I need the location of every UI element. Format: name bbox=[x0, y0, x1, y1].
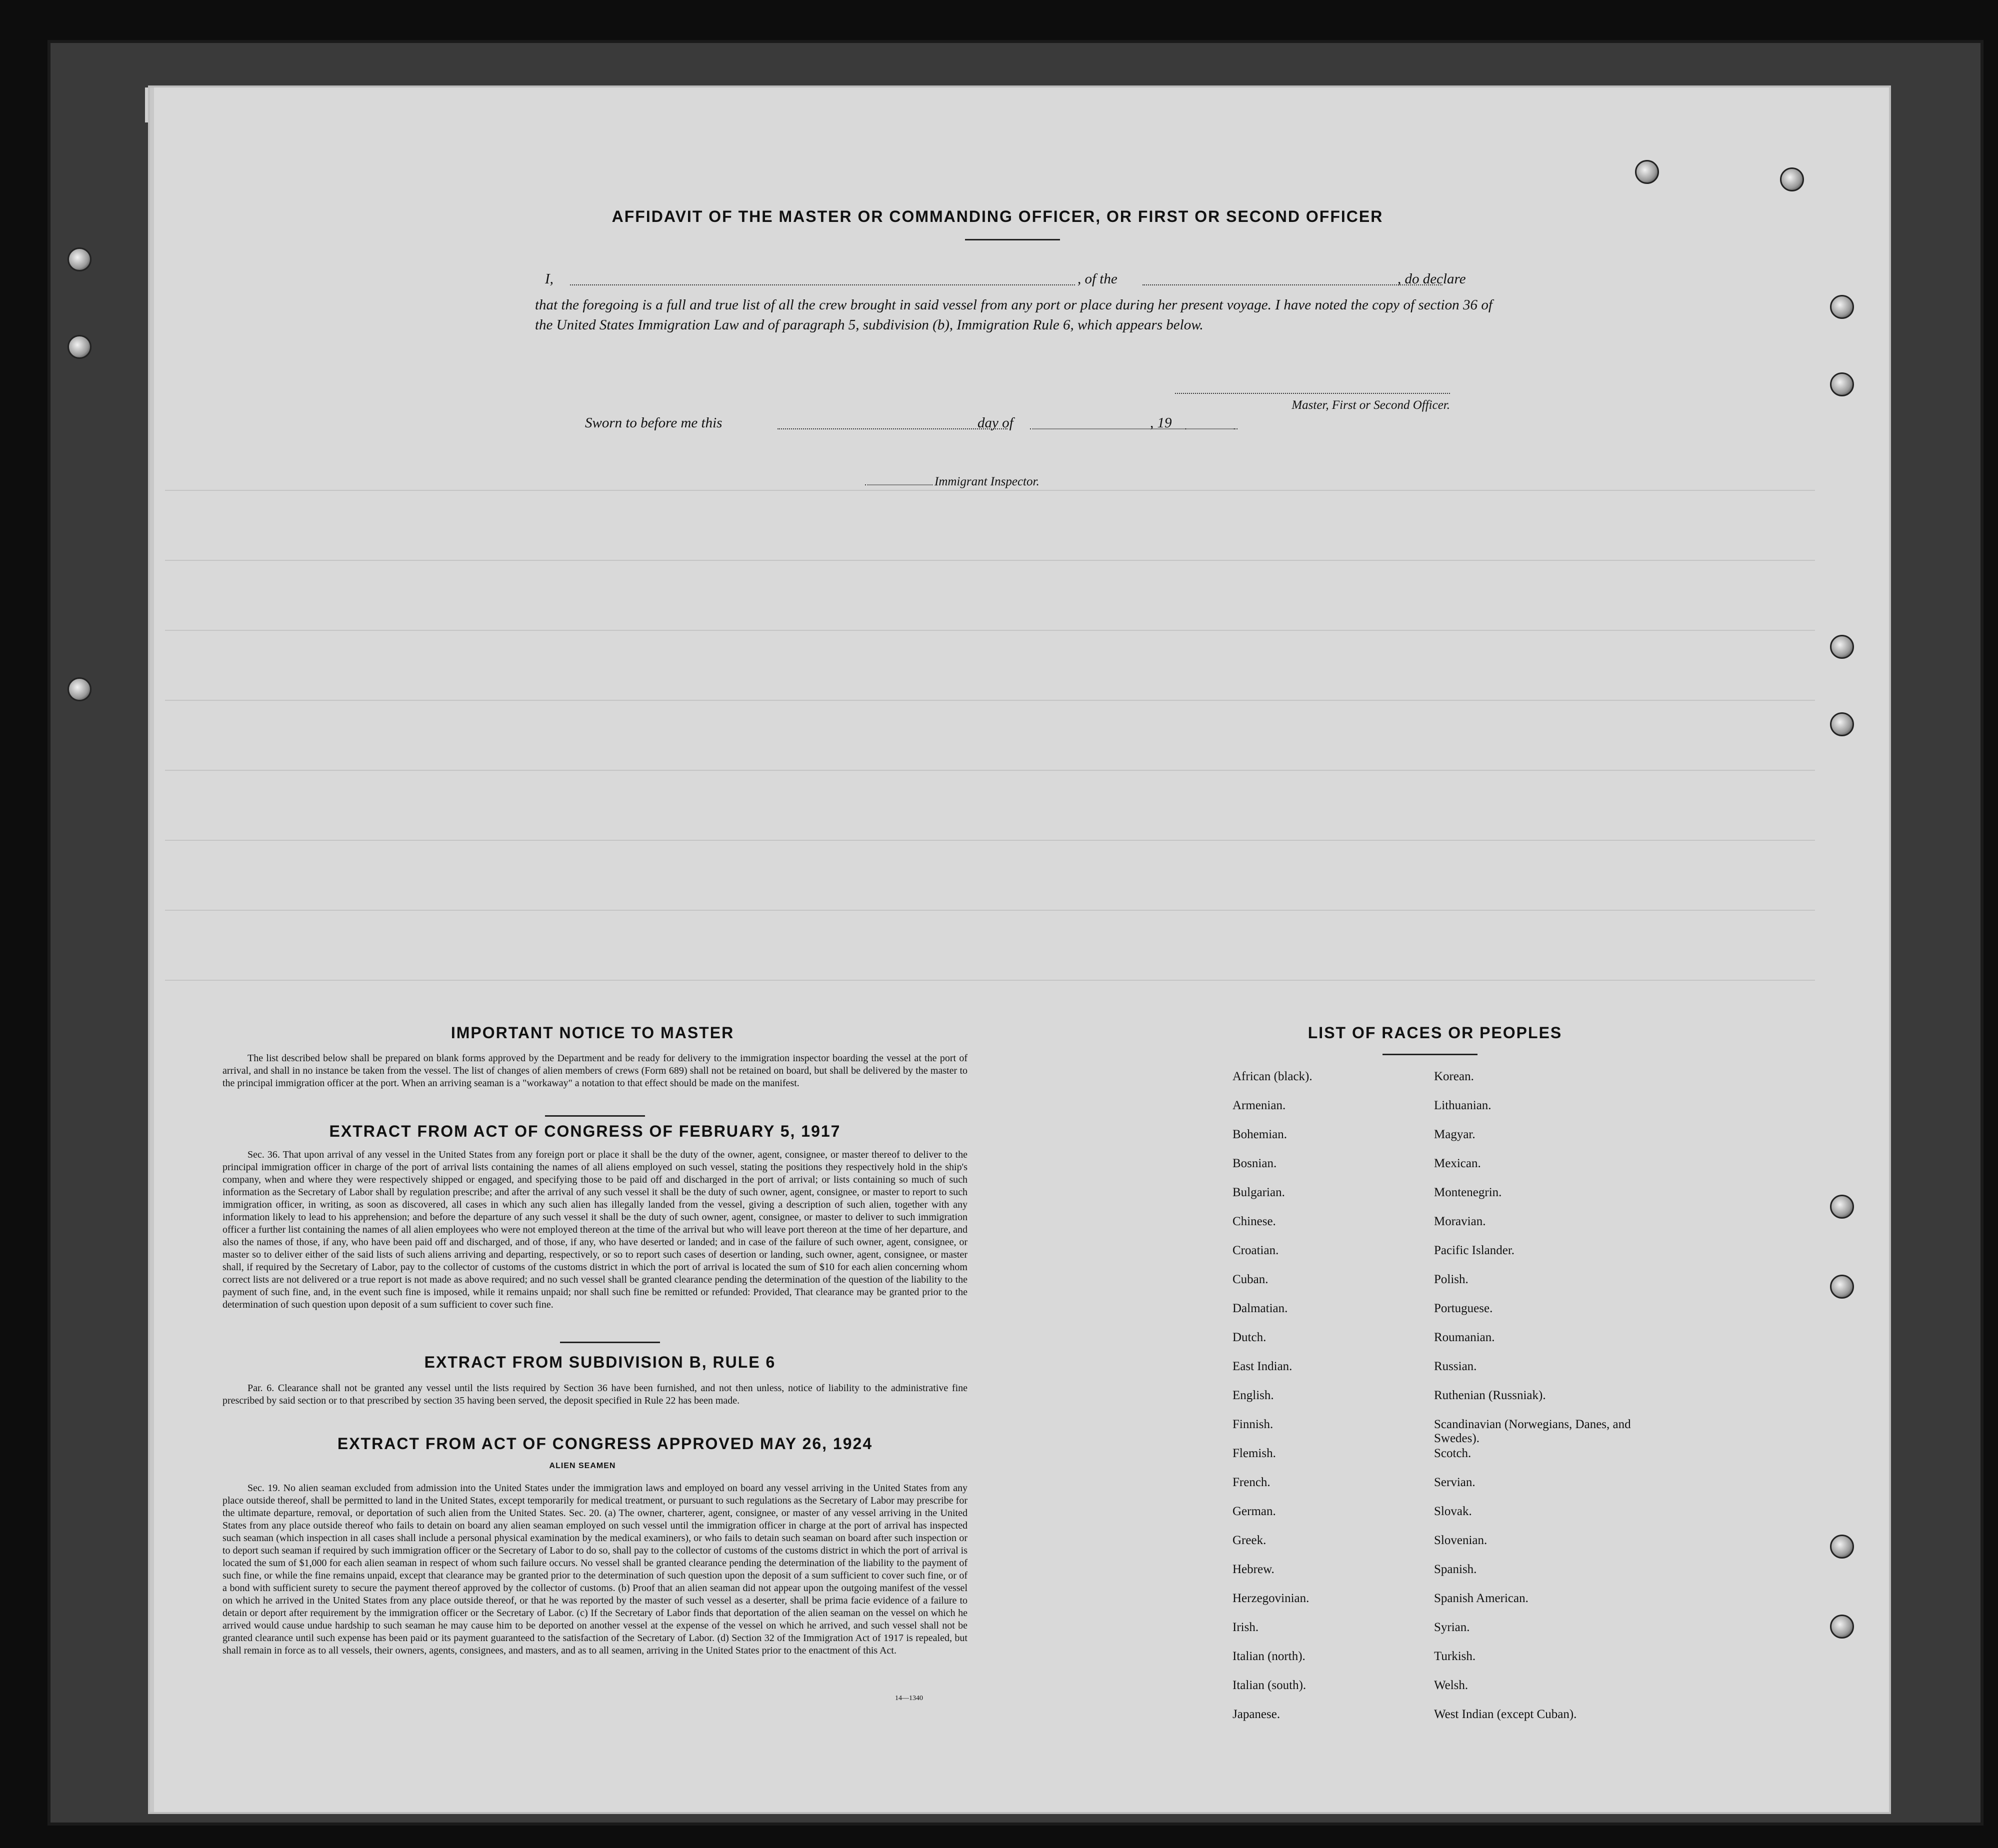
day-of-label: day of bbox=[978, 415, 1014, 431]
binder-hole bbox=[1830, 1195, 1854, 1219]
binder-hole bbox=[68, 335, 92, 359]
binder-hole bbox=[1830, 372, 1854, 396]
race-item: Bosnian. bbox=[1232, 1157, 1277, 1170]
extract-1917-title: EXTRACT FROM ACT OF CONGRESS OF FEBRUARY 5, 1917 bbox=[329, 1122, 841, 1140]
binder-hole bbox=[1830, 712, 1854, 736]
race-item: French. bbox=[1232, 1476, 1270, 1489]
race-item: Hebrew. bbox=[1232, 1563, 1274, 1576]
race-item: Greek. bbox=[1232, 1534, 1266, 1547]
race-item: Chinese. bbox=[1232, 1215, 1276, 1228]
race-item: Irish. bbox=[1232, 1621, 1259, 1634]
race-item: Finnish. bbox=[1232, 1418, 1274, 1431]
race-item: Syrian. bbox=[1434, 1621, 1470, 1634]
race-item: Moravian. bbox=[1434, 1215, 1486, 1228]
extract-rule6-title: EXTRACT FROM SUBDIVISION B, RULE 6 bbox=[424, 1353, 776, 1371]
races-title: LIST OF RACES OR PEOPLES bbox=[1308, 1024, 1562, 1042]
race-item: Pacific Islander. bbox=[1434, 1244, 1515, 1257]
extract-1924-title: EXTRACT FROM ACT OF CONGRESS APPROVED MAY 26, 1924 bbox=[337, 1435, 873, 1453]
affidavit-title: AFFIDAVIT OF THE MASTER OR COMMANDING OFFICER, OR FIRST OR SECOND OFFICER bbox=[612, 207, 1384, 225]
declarant-prefix: I, bbox=[545, 271, 554, 287]
race-item: Japanese. bbox=[1232, 1708, 1280, 1721]
race-item: Ruthenian (Russniak). bbox=[1434, 1389, 1546, 1402]
title-underline bbox=[965, 239, 1060, 240]
inspector-signature-blank bbox=[865, 484, 932, 485]
race-item: English. bbox=[1232, 1389, 1274, 1402]
race-item: Roumanian. bbox=[1434, 1331, 1495, 1344]
race-item: Portuguese. bbox=[1434, 1302, 1493, 1315]
race-item: Bohemian. bbox=[1232, 1128, 1288, 1141]
notice-body: The list described below shall be prepared on blank forms approved by the Department and be ready for delivery to the immigration inspector boarding the vessel at the port of arrival, and shall in no instance be taken from the vessel. The list of changes of alien members of crews (Form 689) shall not be retained on board, but shall be delivered by the master to the principal immigration officer at the port. When an arriving seaman is a "workaway" a notation to that effect should be made on the manifest. bbox=[222, 1053, 968, 1089]
inspector-label: Immigrant Inspector. bbox=[934, 475, 1040, 488]
binder-hole bbox=[1830, 295, 1854, 319]
bleed-through-rule bbox=[165, 840, 1815, 841]
form-number: 14—1340 bbox=[895, 1695, 923, 1702]
binder-hole bbox=[68, 247, 92, 271]
race-item: Cuban. bbox=[1232, 1273, 1268, 1286]
declarant-name-blank bbox=[570, 284, 1075, 285]
race-item: Herzegovinian. bbox=[1232, 1592, 1310, 1605]
race-item: Spanish. bbox=[1434, 1563, 1477, 1576]
race-item: Russian. bbox=[1434, 1360, 1477, 1373]
race-item: Italian (south). bbox=[1232, 1679, 1306, 1692]
binder-hole bbox=[1830, 1535, 1854, 1559]
binder-hole bbox=[1635, 160, 1659, 184]
extract-1917-body: Sec. 36. That upon arrival of any vessel in the United States from any foreign port or place it shall be the duty of the owner, agent, consignee, or master thereof to deliver to the principal immigration officer in charge of the port of arrival lists containing the names of all aliens employed on such vessel, stating the positions they respectively hold in the ship's company, when and where they were respectively shipped or engaged, and specifying those to be paid off and discharged in the port of arrival; or lists containing so much of such information as the Secretary of Labor shall by regulation prescribe; and after the arrival of any such vessel it shall be the duty of such owner, agent, consignee, or master to report to such immigration officer, in writing, as soon as discovered, all cases in which any such alien has illegally landed from the vessel, giving a description of such alien, together with any information likely to lead to his apprehension; and before the departure of any such vessel it shall be the duty of such owner, agent, consignee, or master to deliver to such immigration officer a further list containing the names of all alien employees who were not employed thereon at the time of the arrival but who will leave port thereon at the time of her departure, and also the names of those, if any, who have been paid off and discharged, and of those, if any, who have deserted or landed; and in case of the failure of such owner, agent, consignee, or master so to deliver either of the said lists of such aliens arriving and departing, respectively, or so to report such cases of desertion or landing, such owner, agent, consignee, or master shall, if required by the Secretary of Labor, pay to the collector of customs of the customs district in which the port of arrival is located the sum of $10 for each alien concerning whom correct lists are not delivered or a true report is not made as above required; and no such vessel shall be granted clearance pending the determination of the question of the liability to the payment of such fine, and, in the event such fine is imposed, while it remains unpaid; nor shall such fine be remitted or refunded: Provided, That clearance may be granted prior to the determination of such question upon deposit of a sum sufficient to cover such fine. bbox=[222, 1149, 968, 1310]
signature-area bbox=[1175, 387, 1450, 412]
binder-hole bbox=[1830, 1615, 1854, 1639]
bleed-through-rule bbox=[165, 700, 1815, 701]
extract-1924-body: Sec. 19. No alien seaman excluded from admission into the United States under the immigration laws and employed on board any vessel arriving in the United States from any place outside thereof, shall be permitted to land in the United States, except temporarily for medical treatment, or pursuant to such regulations as the Secretary of Labor may prescribe for the ultimate departure, removal, or deportation of such alien from the United States. Sec. 20. (a) The owner, charterer, agent, consignee, or master of any vessel arriving in the United States from any place outside thereof who fails to detain on board any alien seaman employed on such vessel until the immigration officer in charge at the port of arrival has inspected such seaman (which inspection in all cases shall include a personal physical examination by the medical examiners), or who fails to detain such seaman on board after such inspection or to deport such seaman if required by such immigration officer or the Secretary of Labor to do so, shall pay to the collector of customs of the customs district in which the port of arrival is located the sum of $1,000 for each alien seaman in respect of whom such failure occurs. No vessel shall be granted clearance pending the determination of the liability to the payment of such fine, or while the fine remains unpaid, except that clearance may be granted prior to the determination of such question upon the deposit of a sum sufficient to cover such fine, or of a bond with sufficient surety to secure the payment thereof approved by the collector of customs. (b) Proof that an alien seaman did not appear upon the outgoing manifest of the vessel on which he arrived in the United States from any place outside thereof, or that he was reported by the master of such vessel as a deserter, shall be prima facie evidence of a failure to detain or deport after requirement by the immigration officer or the Secretary of Labor. (c) If the Secretary of Labor finds that deportation of the alien seaman on the vessel on which he arrived would cause undue hardship to such seaman he may cause him to be deported on another vessel at the expense of the vessel on which he arrived, and such vessel shall not be granted clearance until such expense has been paid or its payment guaranteed to the satisfaction of the Secretary of Labor. (d) Section 32 of the Immigration Act of 1917 is repealed, but shall remain in force as to all vessels, their owners, agents, consignees, and masters, and as to all seamen, arriving in the United States prior to the enactment of this Act. bbox=[222, 1483, 968, 1656]
race-item: African (black). bbox=[1232, 1070, 1312, 1083]
binder-hole bbox=[1830, 635, 1854, 659]
race-item: Turkish. bbox=[1434, 1650, 1476, 1663]
bleed-through-rule bbox=[165, 560, 1815, 561]
extract-rule6-body: Par. 6. Clearance shall not be granted any vessel until the lists required by Section 36 have been furnished, and not then unless, notice of liability to the administrative fine prescribed by said section or to that prescribed by section 35 having been served, the deposit specified in Rule 22 has been made. bbox=[222, 1383, 968, 1406]
sworn-year-blank bbox=[1185, 428, 1235, 429]
title-underline bbox=[1382, 1054, 1478, 1055]
race-item: Slovak. bbox=[1434, 1505, 1472, 1518]
race-item: Spanish American. bbox=[1434, 1592, 1528, 1605]
bleed-through-rule bbox=[165, 980, 1815, 981]
bleed-through-rule bbox=[165, 770, 1815, 771]
race-item: Italian (north). bbox=[1232, 1650, 1306, 1663]
binder-hole bbox=[68, 677, 92, 701]
race-item: Dalmatian. bbox=[1232, 1302, 1288, 1315]
section-divider bbox=[545, 1115, 645, 1117]
sworn-prefix: Sworn to before me this bbox=[585, 415, 722, 431]
race-item: Armenian. bbox=[1232, 1099, 1286, 1112]
race-item: Dutch. bbox=[1232, 1331, 1266, 1344]
bleed-through-rule bbox=[165, 910, 1815, 911]
race-item: West Indian (except Cuban). bbox=[1434, 1708, 1577, 1721]
binder-hole bbox=[1780, 167, 1804, 191]
race-item: Lithuanian. bbox=[1434, 1099, 1492, 1112]
sworn-day-blank bbox=[778, 428, 1008, 429]
race-item: German. bbox=[1232, 1505, 1276, 1518]
race-item: East Indian. bbox=[1232, 1360, 1292, 1373]
inspector-signature-area bbox=[865, 475, 1085, 489]
race-item: Mexican. bbox=[1434, 1157, 1481, 1170]
race-item: Bulgarian. bbox=[1232, 1186, 1285, 1199]
race-item: Servian. bbox=[1434, 1476, 1476, 1489]
of-the-label: , of the bbox=[1078, 271, 1118, 287]
race-item: Scotch. bbox=[1434, 1447, 1472, 1460]
do-declare-label: , do declare bbox=[1398, 271, 1466, 287]
race-item: Croatian. bbox=[1232, 1244, 1279, 1257]
race-item: Flemish. bbox=[1232, 1447, 1276, 1460]
race-item: Polish. bbox=[1434, 1273, 1468, 1286]
binder-hole bbox=[1830, 1275, 1854, 1299]
extract-1924-subtitle: ALIEN SEAMEN bbox=[549, 1462, 616, 1470]
signature-blank bbox=[1175, 392, 1450, 394]
race-item: Korean. bbox=[1434, 1070, 1474, 1083]
race-item: Welsh. bbox=[1434, 1679, 1468, 1692]
race-item: Montenegrin. bbox=[1434, 1186, 1502, 1199]
bleed-through-rule bbox=[165, 630, 1815, 631]
race-item: Slovenian. bbox=[1434, 1534, 1488, 1547]
affidavit-body: that the foregoing is a full and true list of all the crew brought in said vessel from any port or place during her present voyage. I have noted the copy of section 36 of the United States Immigration Law and of paragraph 5, subdivision (b), Immigration Rule 6, which appears below. bbox=[535, 297, 1492, 333]
signature-label: Master, First or Second Officer. bbox=[1292, 398, 1450, 412]
race-item: Magyar. bbox=[1434, 1128, 1476, 1141]
race-item: Scandinavian (Norwegians, Danes, and Swedes). bbox=[1434, 1418, 1631, 1445]
notice-title: IMPORTANT NOTICE TO MASTER bbox=[450, 1024, 734, 1042]
bleed-through-rule bbox=[165, 490, 1815, 491]
year-label: , 19 bbox=[1150, 415, 1172, 431]
section-divider bbox=[560, 1342, 660, 1343]
